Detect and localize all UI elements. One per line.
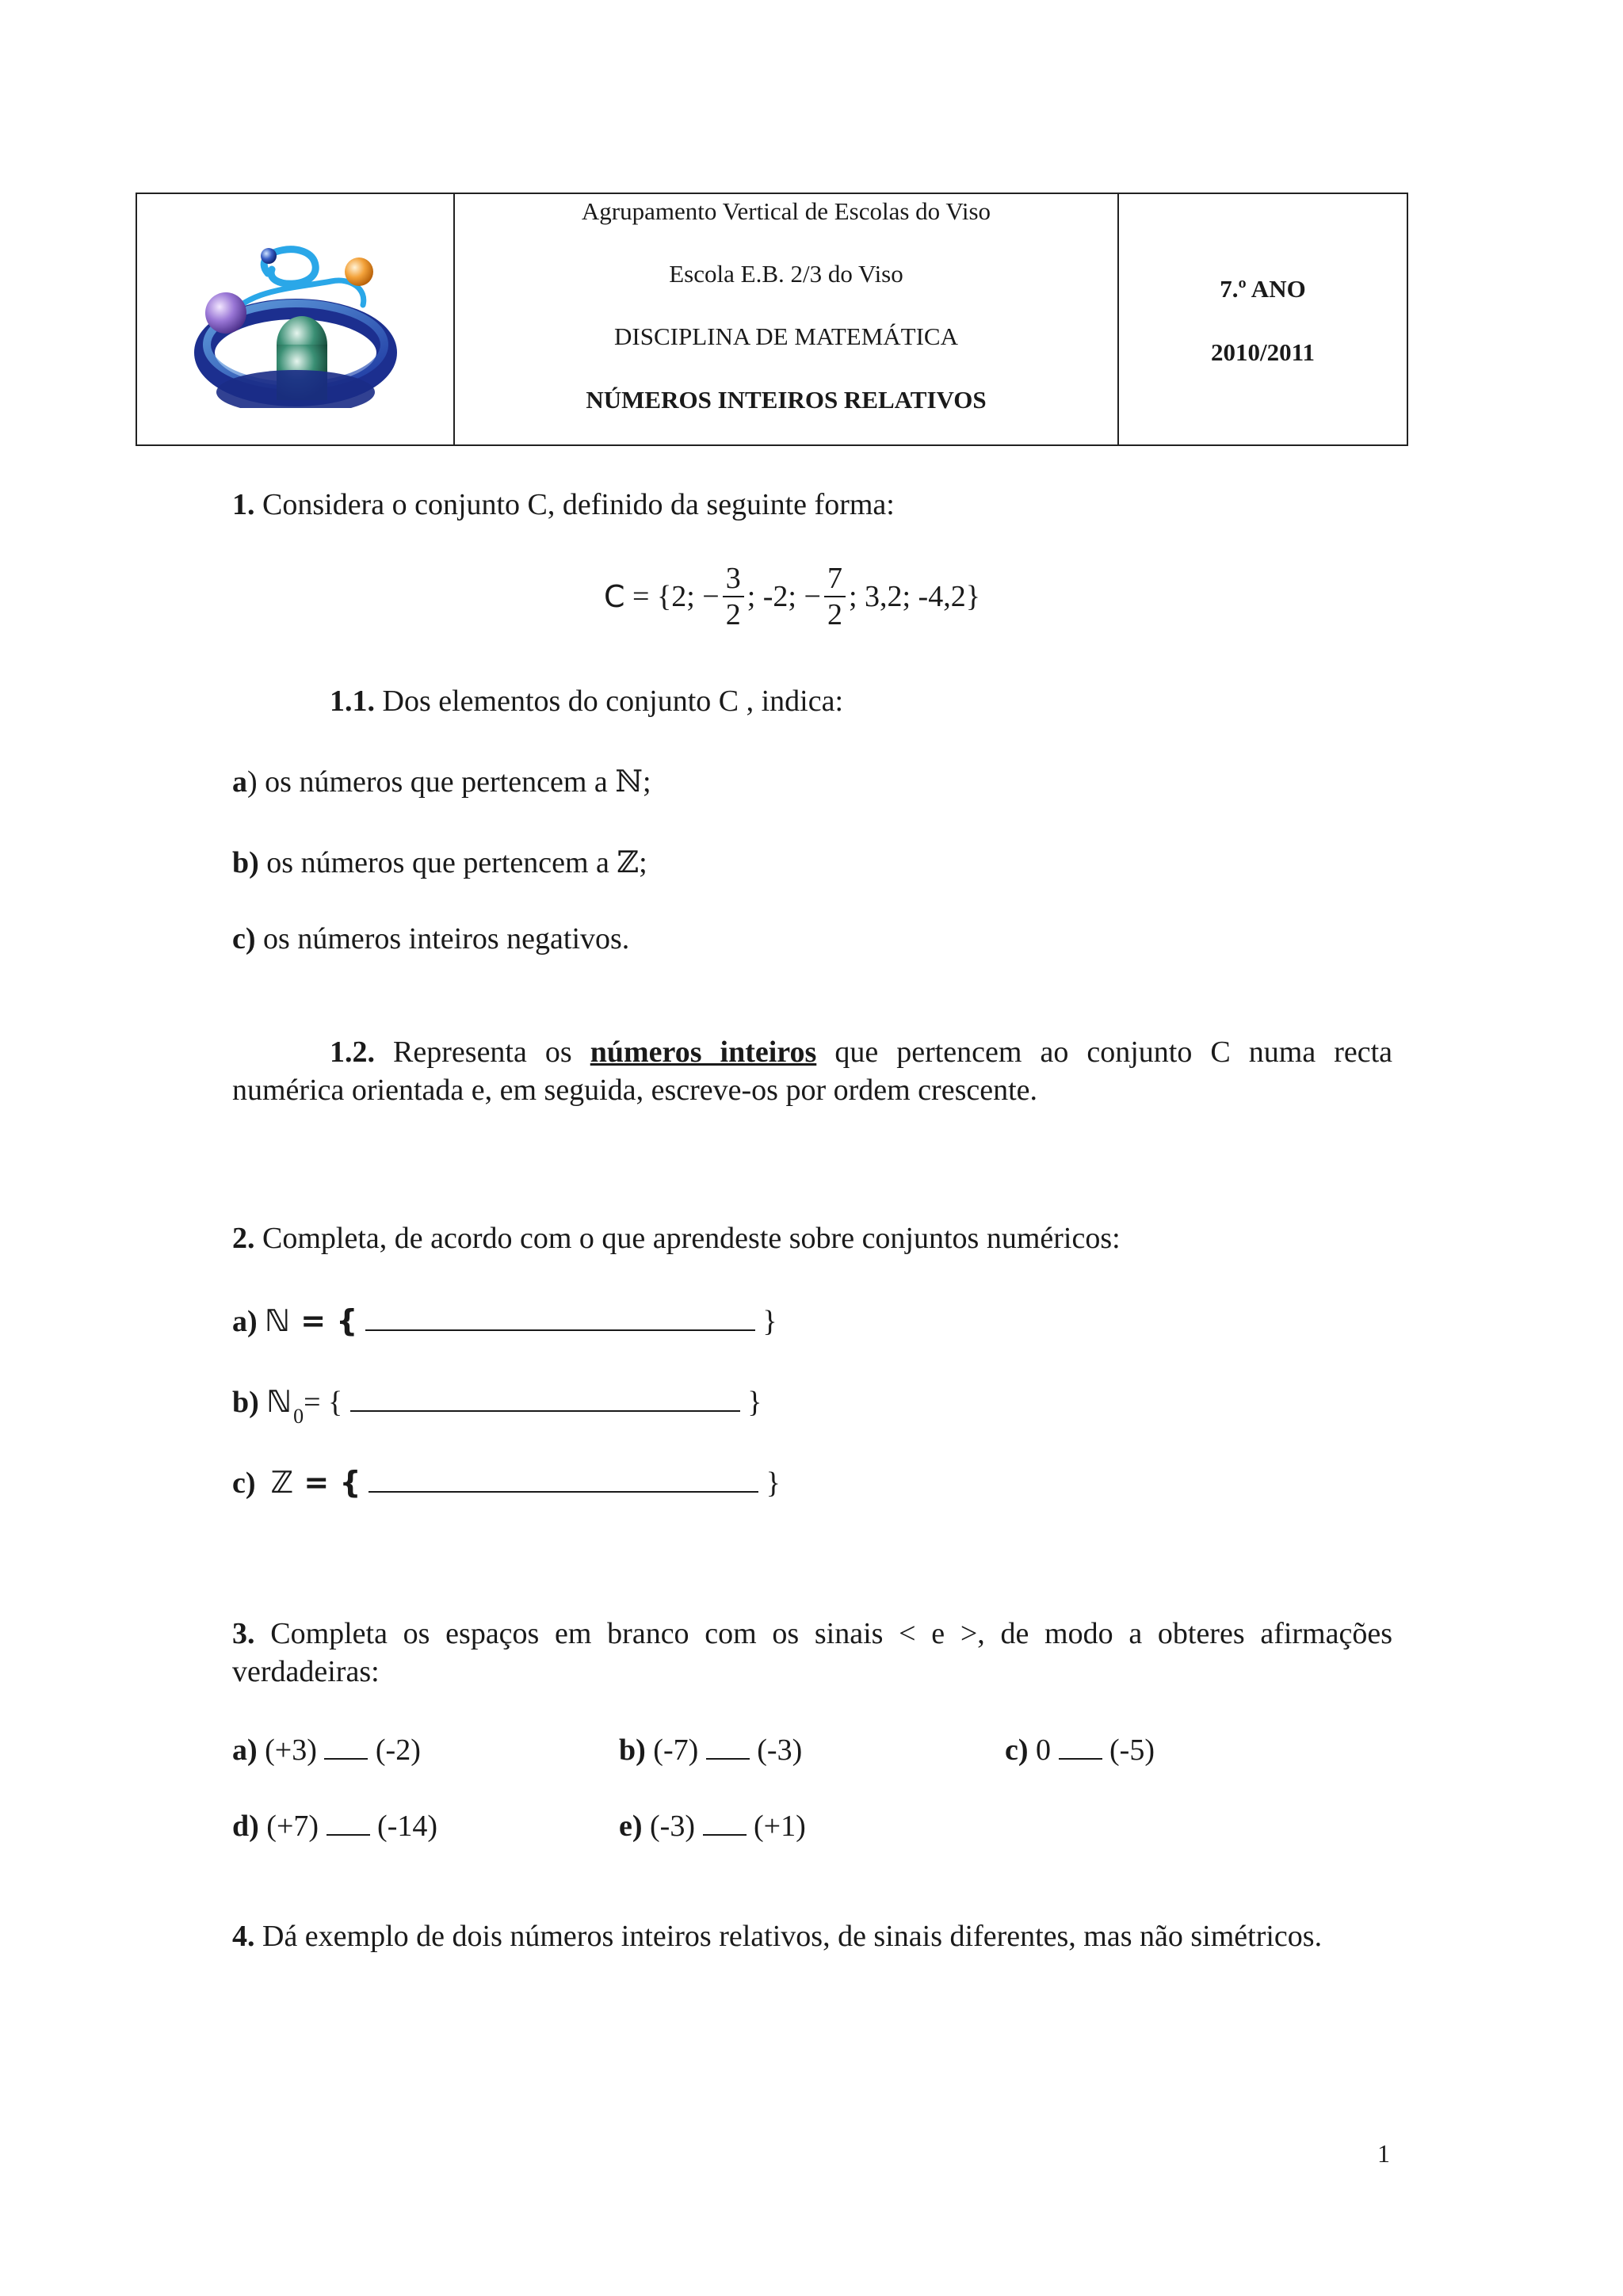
page-number: 1 bbox=[1377, 2139, 1390, 2168]
left-operand: (+3) bbox=[265, 1733, 317, 1767]
right-operand: (-3) bbox=[757, 1733, 803, 1767]
q2-number: 2. bbox=[232, 1222, 255, 1255]
fraction-numerator: 7 bbox=[824, 561, 846, 597]
school-year: 2010/2011 bbox=[1211, 338, 1315, 366]
item-label: b) bbox=[619, 1733, 646, 1767]
q1-2-emphasis: números inteiros bbox=[590, 1035, 817, 1069]
closing-brace: } bbox=[747, 1386, 762, 1419]
sign-blank[interactable] bbox=[703, 1806, 747, 1836]
item-label: b) bbox=[232, 1386, 259, 1419]
q1-1-number: 1.1. bbox=[330, 685, 375, 718]
answer-blank[interactable] bbox=[365, 1301, 755, 1331]
q3-text: Completa os espaços em branco com os sinais < e >, de modo a obteres afirmações verdadeiras: bbox=[232, 1617, 1393, 1688]
closing-brace: } bbox=[762, 1305, 777, 1338]
school-group: Agrupamento Vertical de Escolas do Viso bbox=[581, 197, 991, 225]
left-operand: 0 bbox=[1036, 1733, 1052, 1767]
q1-1-c bbox=[232, 921, 629, 957]
q3-item-c bbox=[1005, 1730, 1155, 1768]
q3-statement bbox=[232, 1615, 1392, 1691]
q1-1-a bbox=[232, 764, 651, 800]
item-label: c) bbox=[232, 1466, 256, 1500]
q1-2-statement bbox=[232, 1033, 1392, 1109]
fraction-denominator: 2 bbox=[827, 598, 842, 631]
sign-blank[interactable] bbox=[324, 1730, 368, 1760]
q1-2-post: que pertencem ao conjunto C numa recta numérica orientada e, em seguida, escreve-os por ordem crescente. bbox=[232, 1035, 1393, 1107]
sign-blank[interactable] bbox=[1059, 1730, 1102, 1760]
answer-blank[interactable] bbox=[350, 1382, 740, 1412]
school-name: Escola E.B. 2/3 do Viso bbox=[669, 260, 903, 288]
right-operand: (-5) bbox=[1109, 1733, 1155, 1767]
fraction-numerator: 3 bbox=[723, 561, 744, 597]
right-operand: (-2) bbox=[375, 1733, 421, 1767]
q2-statement bbox=[232, 1220, 1121, 1257]
q1-statement bbox=[232, 486, 895, 523]
q4-text: Dá exemplo de dois números inteiros relativos, de sinais diferentes, mas não simétricos. bbox=[262, 1920, 1323, 1953]
q2-text: Completa, de acordo com o que aprendeste sobre conjuntos numéricos: bbox=[262, 1222, 1121, 1255]
q1-1-statement bbox=[330, 683, 843, 719]
item-label: a bbox=[232, 765, 247, 799]
q2-a bbox=[232, 1301, 777, 1340]
fraction-denominator: 2 bbox=[725, 598, 741, 631]
item-label: b) bbox=[232, 846, 259, 879]
q1-text: Considera o conjunto C, definido da seguinte forma: bbox=[262, 488, 895, 521]
item-text: ) os números que pertencem a ℕ; bbox=[247, 765, 651, 799]
fraction-3-2 bbox=[723, 561, 744, 632]
item-text: os números inteiros negativos. bbox=[263, 922, 630, 955]
equals-brace: = { bbox=[304, 1386, 343, 1419]
header-title-cell bbox=[455, 194, 1119, 444]
q3-item-e bbox=[619, 1806, 806, 1844]
header-grade-cell bbox=[1119, 194, 1407, 444]
minus-sign-1: − bbox=[702, 580, 720, 613]
q3-item-b bbox=[619, 1730, 802, 1768]
closing-brace: } bbox=[766, 1466, 781, 1500]
set-c-suffix: ; 3,2; -4,2} bbox=[848, 580, 980, 613]
natural-set: ℕ = { bbox=[265, 1303, 358, 1338]
natural-set: ℕ bbox=[266, 1384, 292, 1419]
item-label: a) bbox=[232, 1305, 258, 1338]
left-operand: (-7) bbox=[653, 1733, 699, 1767]
q3-number: 3. bbox=[232, 1617, 255, 1650]
topic-title: NÚMEROS INTEIROS RELATIVOS bbox=[586, 386, 987, 414]
item-label: d) bbox=[232, 1810, 259, 1843]
answer-blank[interactable] bbox=[369, 1463, 758, 1493]
q3-item-d bbox=[232, 1806, 437, 1844]
fraction-7-2 bbox=[824, 561, 846, 632]
discipline: DISCIPLINA DE MATEMÁTICA bbox=[614, 322, 958, 350]
q1-number: 1. bbox=[232, 488, 255, 521]
q2-b bbox=[232, 1382, 762, 1428]
q1-1-b bbox=[232, 845, 647, 881]
grade: 7.º ANO bbox=[1220, 275, 1306, 303]
subscript-zero: 0 bbox=[293, 1405, 304, 1428]
q2-c bbox=[232, 1463, 781, 1501]
right-operand: (-14) bbox=[377, 1810, 438, 1843]
logo-cell bbox=[137, 194, 455, 444]
left-operand: (-3) bbox=[650, 1810, 695, 1843]
q1-2-pre: Representa os bbox=[393, 1035, 572, 1069]
school-logo-icon bbox=[193, 234, 399, 408]
header-table bbox=[136, 193, 1408, 446]
set-c-name: C bbox=[604, 579, 625, 614]
integer-set: ℤ = { bbox=[270, 1465, 361, 1500]
item-label: c) bbox=[1005, 1733, 1029, 1767]
item-label: e) bbox=[619, 1810, 643, 1843]
q1-2-number: 1.2. bbox=[330, 1035, 375, 1069]
item-label: c) bbox=[232, 922, 256, 955]
sign-blank[interactable] bbox=[327, 1806, 370, 1836]
q4-statement bbox=[232, 1917, 1392, 1955]
set-c-definition bbox=[604, 561, 980, 648]
item-label: a) bbox=[232, 1733, 258, 1767]
left-operand: (+7) bbox=[266, 1810, 319, 1843]
q3-item-a bbox=[232, 1730, 421, 1768]
set-c-prefix: = {2; bbox=[632, 580, 695, 613]
set-c-mid: ; -2; bbox=[747, 580, 796, 613]
sign-blank[interactable] bbox=[706, 1730, 750, 1760]
item-text: os números que pertencem a ℤ; bbox=[266, 846, 647, 879]
right-operand: (+1) bbox=[754, 1810, 806, 1843]
q1-1-text: Dos elementos do conjunto C , indica: bbox=[382, 685, 844, 718]
minus-sign-2: − bbox=[804, 580, 821, 613]
q4-number: 4. bbox=[232, 1920, 255, 1953]
